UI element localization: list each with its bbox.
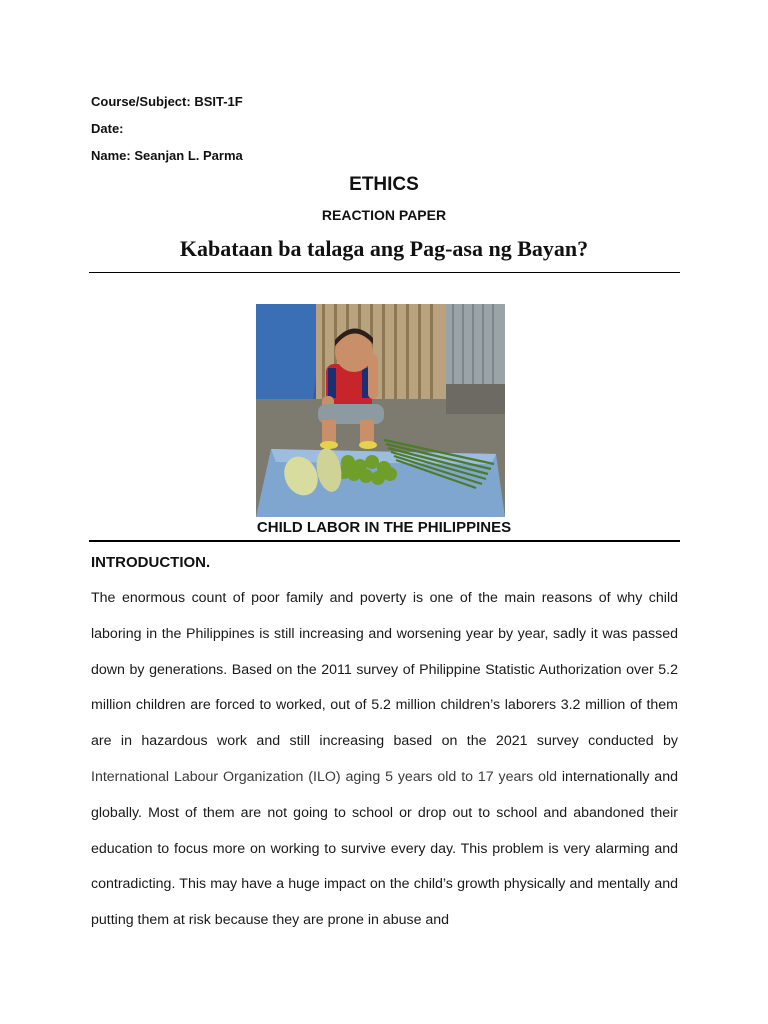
date-label: Date:	[91, 121, 124, 136]
paragraph-text-part1: The enormous count of poor family and poverty is one of the main reasons of why child laboring in the Philippines is still increasing and worsening year by year, sadly it was passed down by generations. Based on the 2011 survey of Philippine Statistic Authorization over 5.2 million children are forced to worked, out of 5.2 million children’s laborers 3.2 million of them are in hazardous work and still increasing based on the 2021 survey conducted by	[91, 590, 678, 750]
course-subject-line	[91, 94, 243, 110]
subject-title: ETHICS	[349, 174, 419, 195]
paragraph-text-part2: internationally and globally. Most of them are not going to school or drop out to school and abandoned their education to focus more on working to survive every day. This problem is very alarming and contradicting. This may have a huge impact on the child’s growth physically and mentally and putting them at risk because they are prone in abuse and	[91, 768, 678, 929]
photo-child-vendor-icon	[256, 304, 505, 517]
paragraph-org-reference: International Labour Organization (ILO) aging 5 years old to 17 years old	[91, 768, 558, 785]
title-divider	[89, 272, 680, 273]
introduction-paragraph	[91, 581, 678, 939]
name-line	[91, 148, 243, 164]
caption-divider	[89, 540, 680, 542]
figure-caption: CHILD LABOR IN THE PHILIPPINES	[256, 519, 512, 536]
course-value: BSIT-1F	[194, 94, 243, 109]
date-line	[91, 121, 124, 137]
introduction-heading: INTRODUCTION.	[91, 554, 211, 571]
paper-title: Kabataan ba talaga ang Pag-asa ng Bayan?	[179, 236, 589, 261]
paper-type: REACTION PAPER	[321, 207, 447, 223]
course-label: Course/Subject:	[91, 94, 191, 109]
name-label: Name:	[91, 148, 131, 163]
name-value: Seanjan L. Parma	[134, 148, 243, 163]
